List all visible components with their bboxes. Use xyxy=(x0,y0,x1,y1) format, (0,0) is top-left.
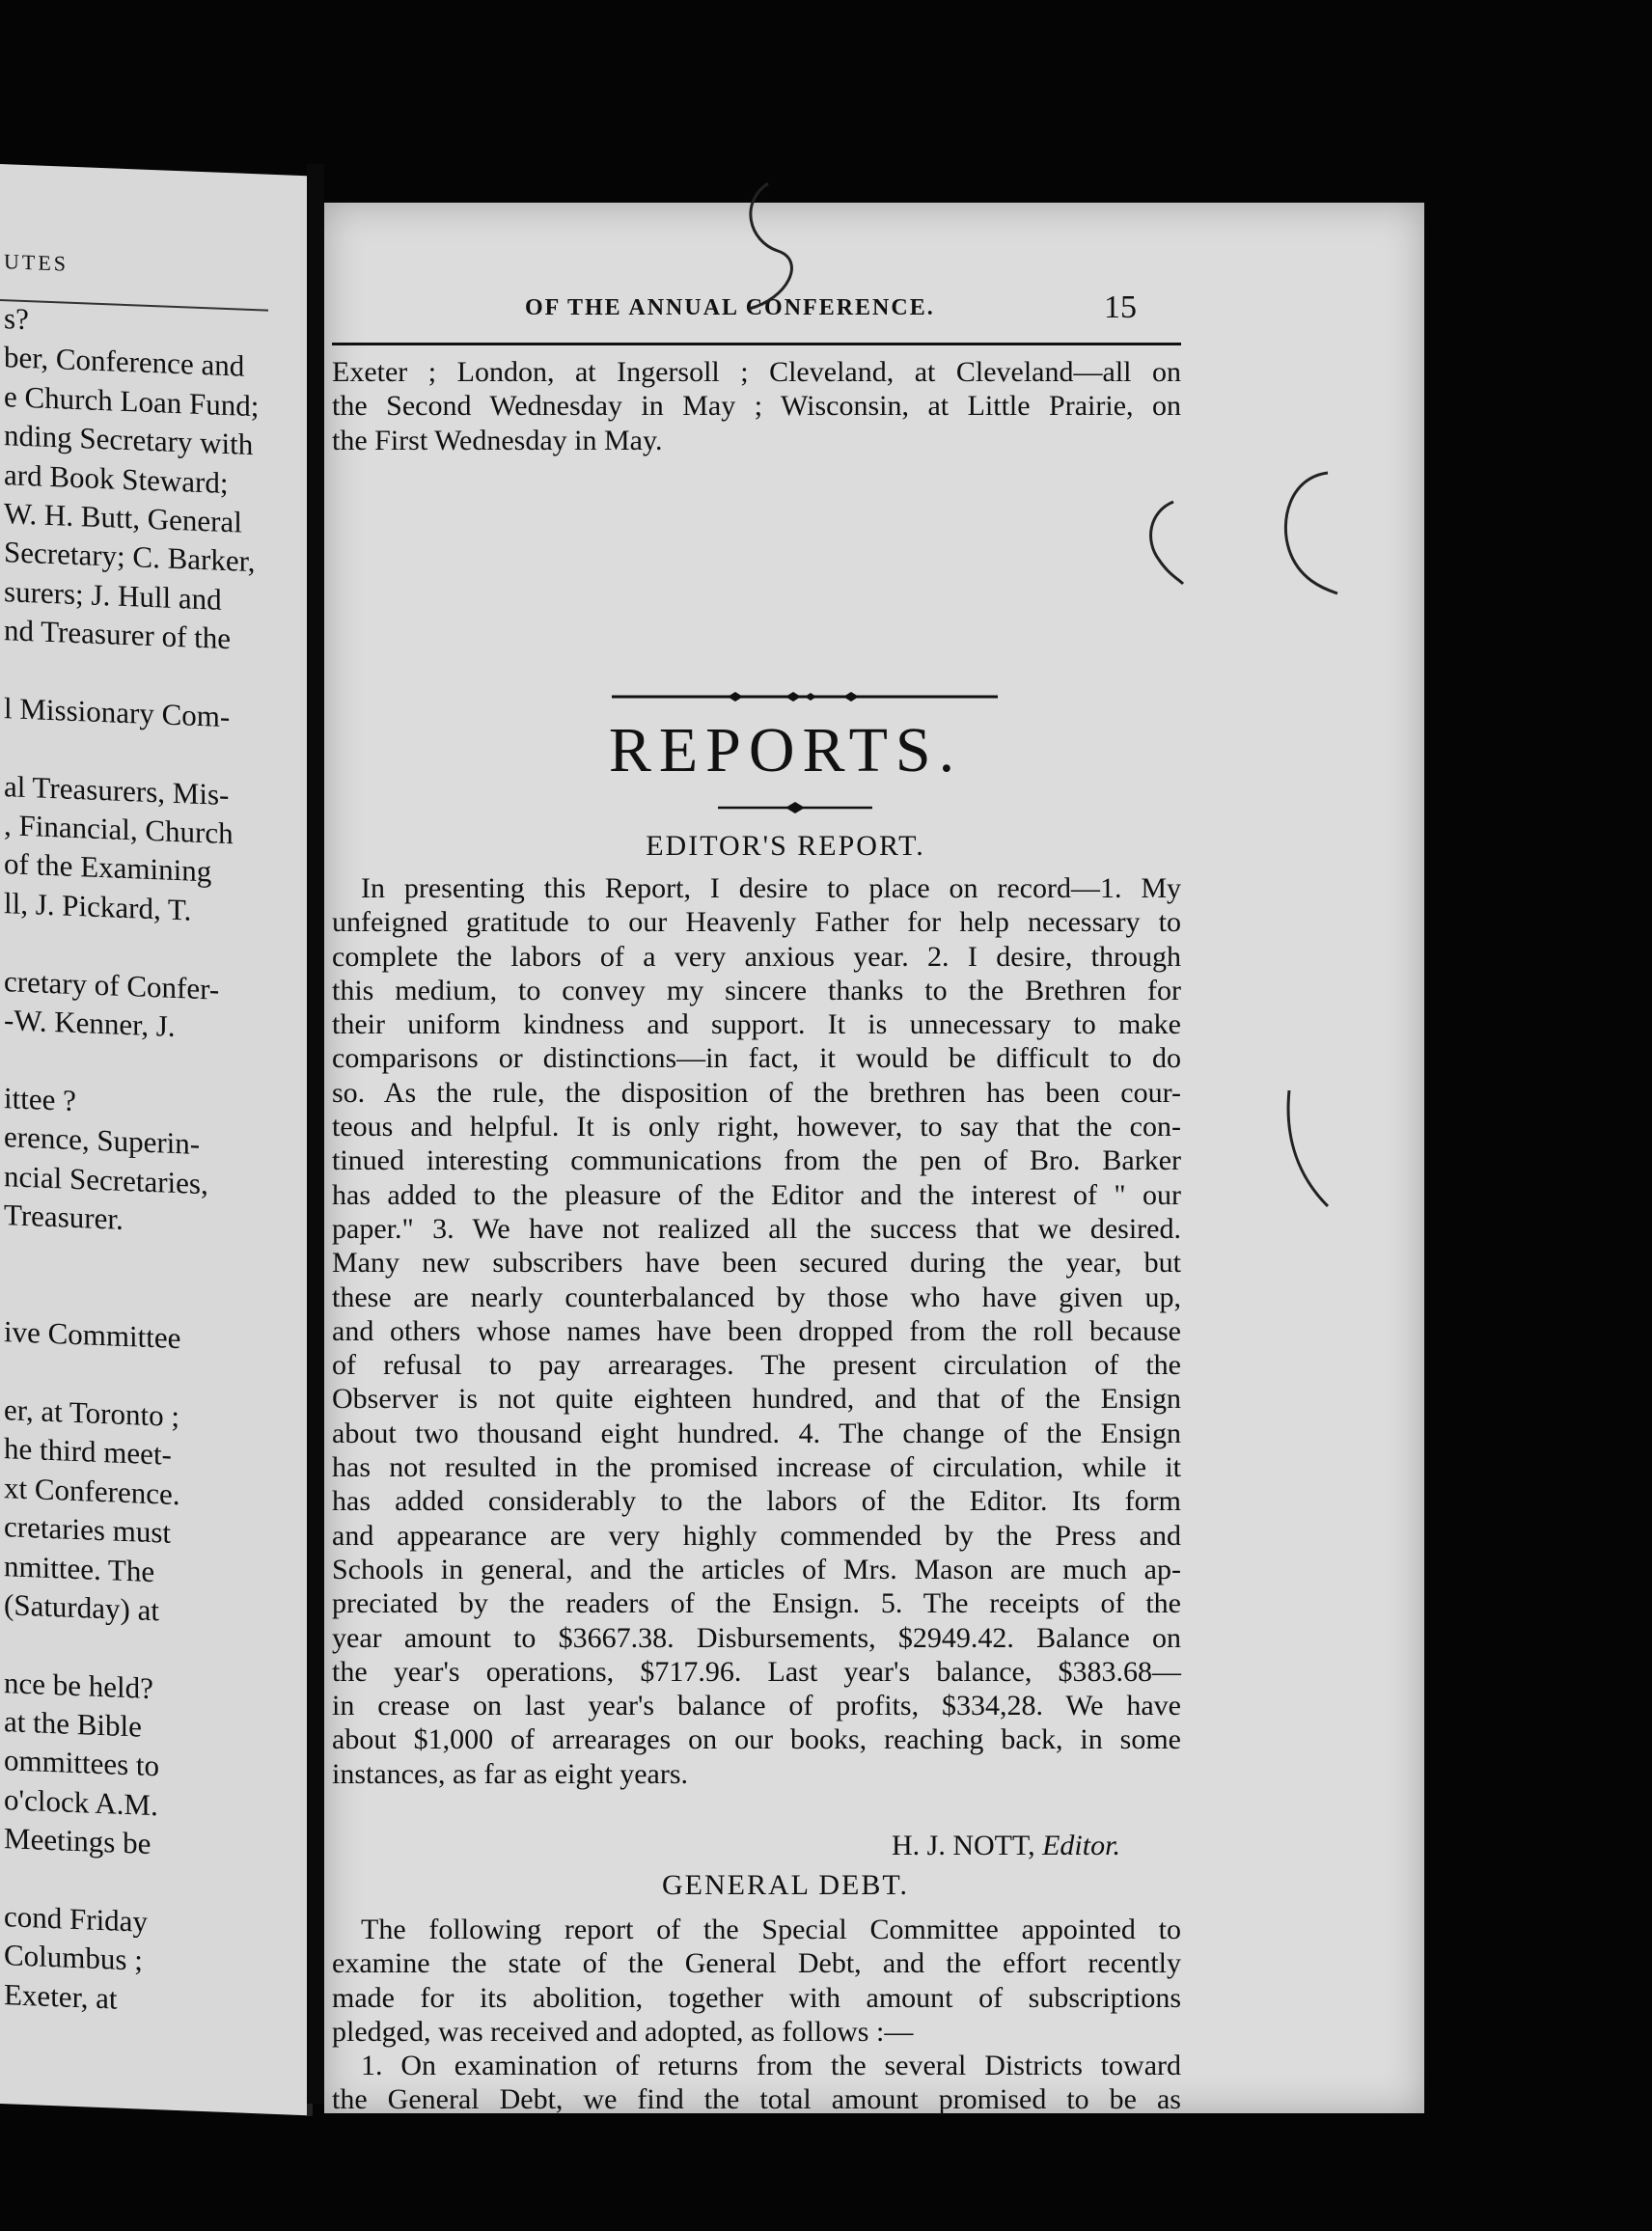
text-line: has not resulted in the promised increase of circulation, while it xyxy=(332,1451,1181,1484)
editor-signature xyxy=(892,1830,1120,1862)
left-text-line: e Church Loan Fund; xyxy=(4,378,260,424)
left-text-line: ive Committee xyxy=(4,1314,181,1356)
left-text-line: erence, Superin- xyxy=(4,1119,201,1162)
intro-paragraph xyxy=(332,355,1181,457)
text-line: examine the state of the General Debt, and the effort recently xyxy=(332,1947,1181,1980)
header-rule xyxy=(332,343,1181,345)
editors-report-heading: EDITOR'S REPORT. xyxy=(646,830,925,862)
left-text-line: ittee ? xyxy=(4,1080,76,1117)
left-text-line: Secretary; C. Barker, xyxy=(4,535,256,579)
text-line: Observer is not quite eighteen hundred, and that of the Ensign xyxy=(332,1383,1181,1416)
editors-report-body xyxy=(332,871,1181,1791)
text-line: tinued interesting communications from the pen of Bro. Barker xyxy=(332,1144,1181,1177)
text-line: 1. On examination of returns from the several Districts toward xyxy=(361,2050,1181,2082)
left-text-line: nding Secretary with xyxy=(4,418,254,462)
left-text-line: W. H. Butt, General xyxy=(4,496,242,539)
left-text-line: , Financial, Church xyxy=(4,808,234,851)
left-page-fragment xyxy=(0,164,313,2115)
text-line: has added considerably to the labors of the Editor. Its form xyxy=(332,1485,1181,1518)
text-line: so. As the rule, the disposition of the brethren has been cour- xyxy=(332,1076,1181,1109)
text-line: this medium, to convey my sincere thanks to the Brethren for xyxy=(332,974,1181,1006)
left-text-line: he third meet- xyxy=(4,1431,172,1473)
left-text-line: er, at Toronto ; xyxy=(4,1392,179,1434)
left-text-line: ber, Conference and xyxy=(4,340,245,384)
left-text-line: nce be held? xyxy=(4,1665,153,1705)
text-line: their uniform kindness and support. It is unnecessary to make xyxy=(332,1008,1181,1041)
text-line: the General Debt, we find the total amount promised to be as xyxy=(332,2083,1181,2116)
text-line: teous and helpful. It is only right, however, to say that the con- xyxy=(332,1111,1181,1143)
left-text-line: (Saturday) at xyxy=(4,1587,159,1628)
left-text-line: l Missionary Com- xyxy=(4,691,231,734)
signature-title: Editor. xyxy=(1042,1830,1120,1861)
text-line: In presenting this Report, I desire to place on record—1. My xyxy=(361,872,1181,904)
main-page xyxy=(324,203,1424,2116)
left-text-line: -W. Kenner, J. xyxy=(4,1003,176,1044)
ornament-divider-large xyxy=(612,690,998,703)
left-running-head: UTES xyxy=(4,249,69,276)
book-spine xyxy=(307,164,324,2104)
text-line: and appearance are very highly commended by the Press and xyxy=(332,1519,1181,1552)
intro-line: Exeter ; London, at Ingersoll ; Cleveland, at Cleveland—all on xyxy=(332,356,1181,388)
text-line: Schools in general, and the articles of Mrs. Mason are much ap- xyxy=(332,1553,1181,1585)
pencil-mark xyxy=(1270,463,1347,598)
text-line: of refusal to pay arrearages. The present circulation of the xyxy=(332,1349,1181,1382)
text-line: paper." 3. We have not realized all the success that we desired. xyxy=(332,1212,1181,1245)
left-text-line: cretary of Confer- xyxy=(4,963,220,1006)
text-line: unfeigned gratitude to our Heavenly Father for help necessary to xyxy=(332,906,1181,939)
left-text-line: nd Treasurer of the xyxy=(4,613,232,656)
general-debt-body xyxy=(332,1913,1181,2117)
text-line: about two thousand eight hundred. 4. The change of the Ensign xyxy=(332,1417,1181,1449)
reports-heading: REPORTS. xyxy=(608,715,963,785)
left-text-line: xt Conference. xyxy=(4,1470,180,1511)
left-text-line: Treasurer. xyxy=(4,1198,124,1236)
left-text-line: Meetings be xyxy=(4,1821,151,1861)
intro-line: the Second Wednesday in May ; Wisconsin, at Little Prairie, on xyxy=(332,390,1181,423)
ornament-divider-small xyxy=(718,801,872,814)
text-line: has added to the pleasure of the Editor and the interest of " our xyxy=(332,1178,1181,1211)
left-text-line: o'clock A.M. xyxy=(4,1781,158,1823)
page-number: 15 xyxy=(1104,289,1137,325)
left-text-line: nmittee. The xyxy=(4,1548,155,1588)
left-text-line: ommittees to xyxy=(4,1743,160,1783)
text-line: the year's operations, $717.96. Last year's balance, $383.68— xyxy=(332,1655,1181,1688)
text-line: The following report of the Special Committee appointed to xyxy=(361,1914,1181,1945)
left-text-line: ard Book Steward; xyxy=(4,456,229,500)
left-text-line: s? xyxy=(4,301,29,337)
pencil-mark xyxy=(1280,1081,1337,1216)
text-line: year amount to $3667.38. Disbursements, $2949.42. Balance on xyxy=(332,1621,1181,1654)
signature-name: H. J. NOTT, xyxy=(892,1830,1035,1861)
pencil-mark xyxy=(710,174,816,318)
left-text-line: surers; J. Hull and xyxy=(4,573,222,617)
general-debt-heading: GENERAL DEBT. xyxy=(662,1869,909,1901)
left-text-line: al Treasurers, Mis- xyxy=(4,768,230,812)
text-line: in crease on last year's balance of profits, $334,28. We have xyxy=(332,1690,1181,1722)
left-text-line: cond Friday xyxy=(4,1899,148,1939)
text-line: comparisons or distinctions—in fact, it would be difficult to do xyxy=(332,1042,1181,1075)
left-page-text xyxy=(4,299,313,2025)
left-text-line: ll, J. Pickard, T. xyxy=(4,886,192,927)
text-line: and others whose names have been dropped from the roll because xyxy=(332,1314,1181,1347)
pencil-mark xyxy=(1135,492,1193,589)
text-line: pledged, was received and adopted, as follows :— xyxy=(332,2015,914,2048)
text-line: these are nearly counterbalanced by those who have given up, xyxy=(332,1281,1181,1313)
left-text-line: cretaries must xyxy=(4,1509,172,1550)
intro-line: the First Wednesday in May. xyxy=(332,424,663,456)
left-text-line: of the Examining xyxy=(4,846,212,889)
left-text-line: at the Bible xyxy=(4,1704,142,1744)
text-line: made for its abolition, together with amount of subscriptions xyxy=(332,1981,1181,2014)
text-line: complete the labors of a very anxious year. 2. I desire, through xyxy=(332,940,1181,973)
text-line: instances, as far as eight years. xyxy=(332,1757,689,1790)
text-line: about $1,000 of arrearages on our books, reaching back, in some xyxy=(332,1723,1181,1756)
left-text-line: Columbus ; xyxy=(4,1938,143,1978)
running-header-title: OF THE ANNUAL CONFERENCE. xyxy=(525,295,935,320)
left-text-line: ncial Secretaries, xyxy=(4,1158,208,1200)
text-line: preciated by the readers of the Ensign. 5. The receipts of the xyxy=(332,1587,1181,1620)
text-line: Many new subscribers have been secured during the year, but xyxy=(332,1247,1181,1280)
left-text-line: Exeter, at xyxy=(4,1976,118,2016)
